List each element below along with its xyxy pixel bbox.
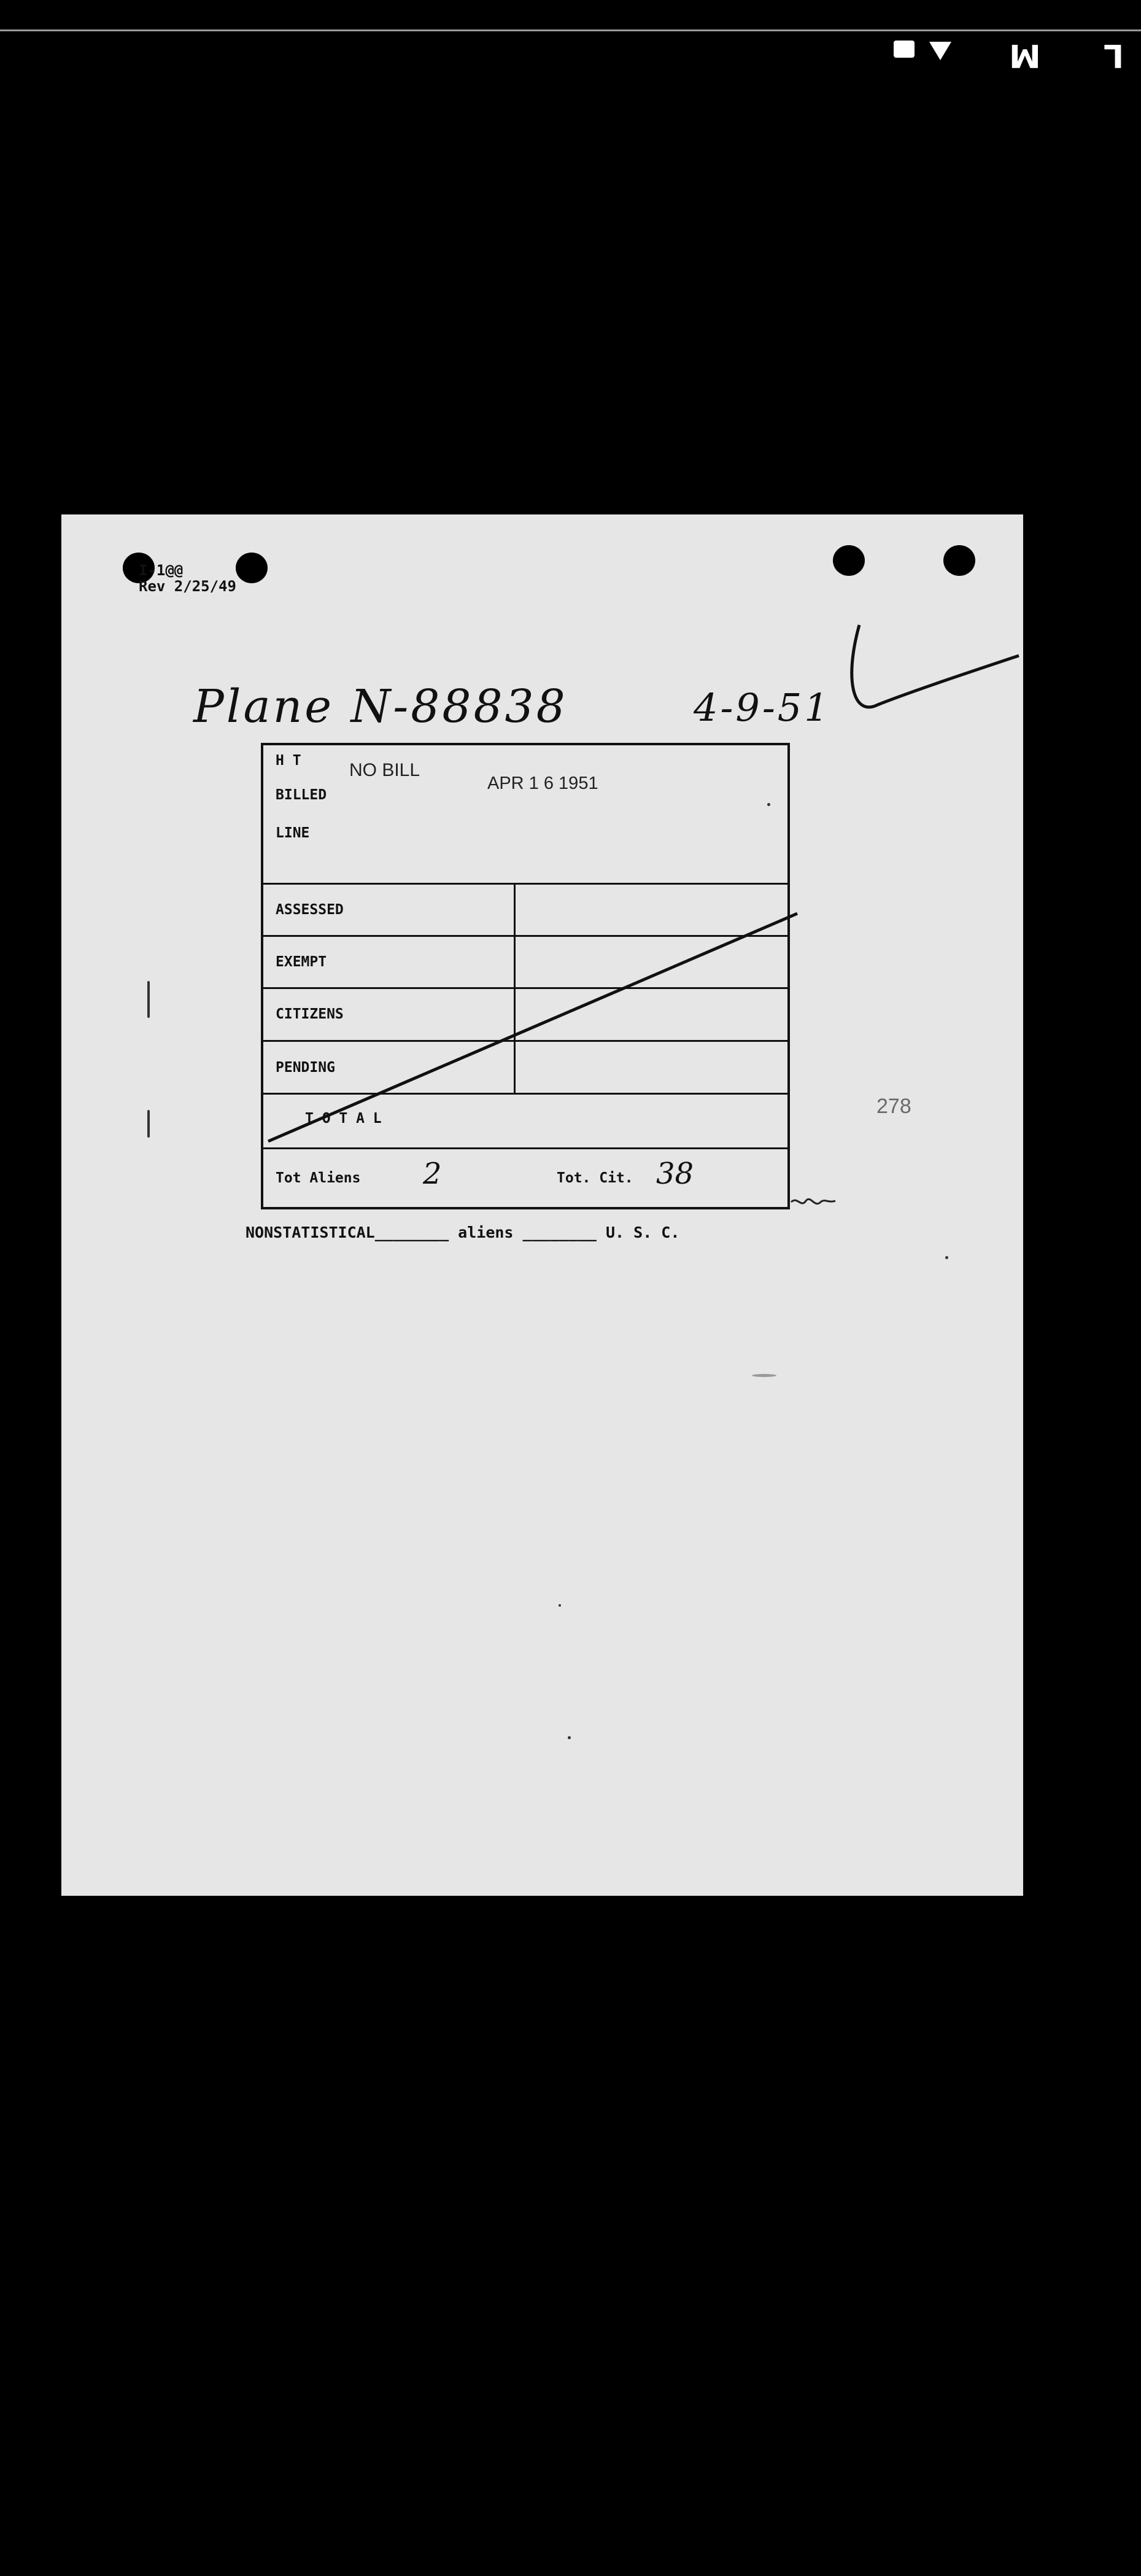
film-triangle-mark-icon: [929, 42, 951, 60]
form-code-number: I-1@@: [139, 562, 184, 579]
diagonal-strike-line: [263, 745, 803, 1175]
film-letter-m: M: [998, 37, 1041, 74]
label-exempt: EXEMPT: [276, 954, 327, 970]
label-line: LINE: [276, 825, 310, 841]
tot-cit-value: 38: [656, 1157, 694, 1191]
label-total: T O T A L: [305, 1111, 382, 1127]
handwritten-plane-number: Plane N-88838: [193, 680, 568, 733]
label-tot-aliens: Tot Aliens: [276, 1170, 361, 1186]
label-pending: PENDING: [276, 1060, 335, 1076]
document-page: [61, 514, 1023, 1896]
label-citizens: CITIZENS: [276, 1006, 344, 1022]
handwritten-initials-icon: [789, 1190, 838, 1214]
label-ht: H T: [276, 753, 301, 769]
scan-mark: [568, 1736, 571, 1739]
label-assessed: ASSESSED: [276, 902, 344, 918]
check-mark-icon: [841, 613, 1025, 735]
scan-mark: [147, 1110, 150, 1138]
scan-mark: [945, 1256, 948, 1259]
film-edge-line: [0, 29, 1141, 31]
film-square-mark-icon: [894, 41, 915, 58]
stamped-page-number: 278: [876, 1095, 911, 1118]
scan-mark: [559, 1604, 561, 1607]
stamp-date: APR 1 6 1951: [487, 774, 598, 793]
label-billed: BILLED: [276, 787, 327, 803]
punch-hole-icon: [943, 545, 975, 576]
punch-hole-icon: [833, 545, 865, 576]
stamp-no-bill: NO BILL: [349, 760, 420, 780]
film-letter-l: L: [1092, 37, 1124, 74]
scan-mark: [752, 1374, 776, 1377]
handwritten-date: 4-9-51: [694, 685, 831, 730]
label-tot-cit: Tot. Cit.: [557, 1170, 633, 1186]
manifest-summary-form: [261, 743, 790, 1209]
punch-hole-icon: [236, 553, 268, 583]
nonstatistical-line: NONSTATISTICAL________ aliens ________ U. S. C.: [246, 1224, 680, 1241]
scan-mark: [767, 803, 770, 806]
film-marks: [969, 37, 1124, 74]
form-code: [139, 562, 236, 594]
form-code-revision: Rev 2/25/49: [139, 578, 236, 595]
tot-aliens-value: 2: [423, 1157, 442, 1191]
scan-mark: [147, 981, 150, 1018]
